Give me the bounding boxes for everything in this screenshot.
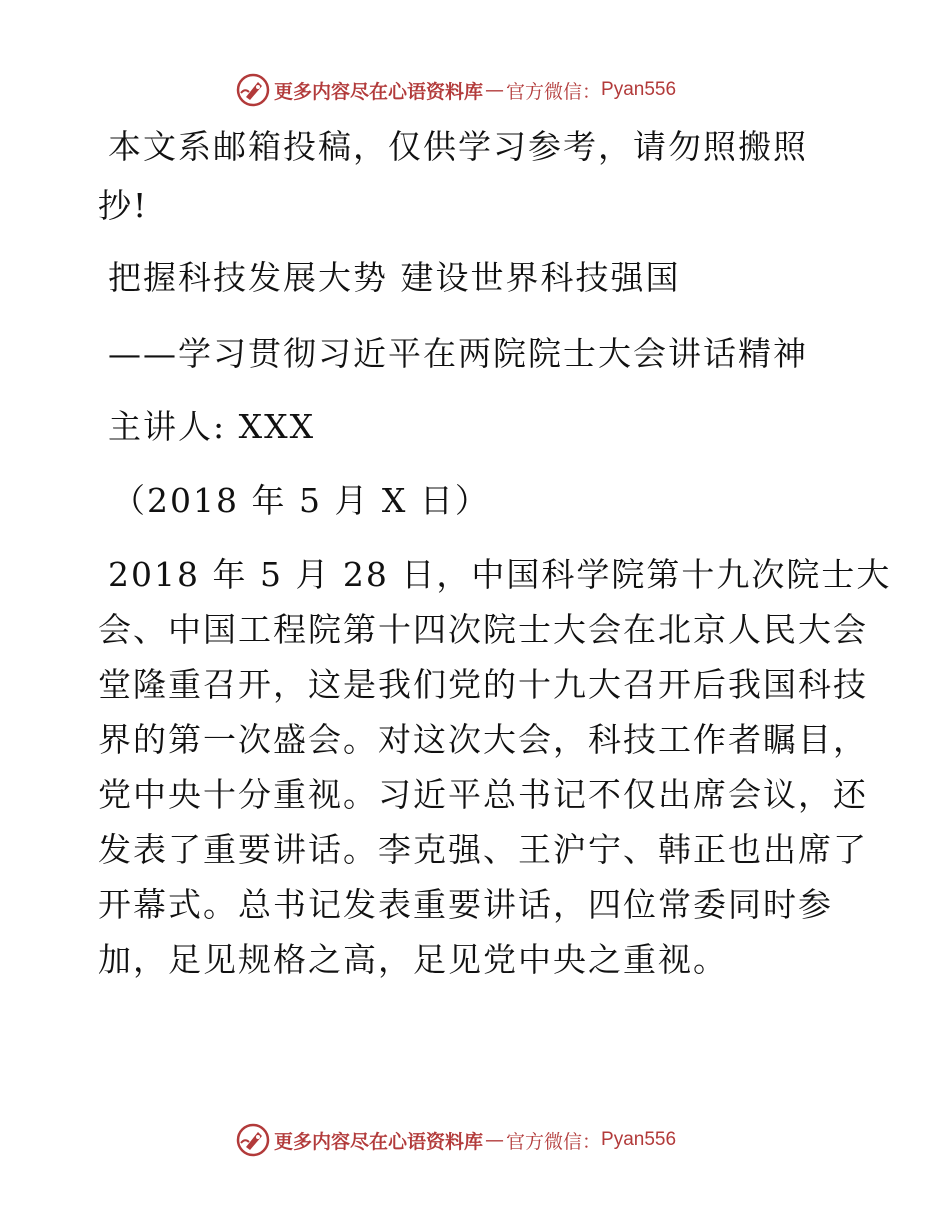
- header-watermark-banner: [236, 72, 676, 108]
- banner-wechat-label: 官方微信：: [506, 80, 602, 103]
- body-line: 党中央十分重视。习近平总书记不仅出席会议，还: [98, 775, 868, 814]
- document-title: 把握科技发展大势 建设世界科技强国: [108, 258, 681, 297]
- body-line: 界的第一次盛会。对这次大会，科技工作者瞩目，: [98, 720, 868, 759]
- banner-wechat-id: Pyan556: [601, 79, 677, 100]
- footer-watermark-banner: [236, 1122, 676, 1158]
- banner-wechat-id: Pyan556: [601, 1129, 677, 1150]
- document-subtitle: ——学习贯彻习近平在两院院士大会讲话精神: [108, 334, 808, 373]
- date-line: （2018 年 5 月 X 日）: [112, 481, 490, 520]
- speaker-line: 主讲人: XXX: [108, 407, 316, 446]
- banner-label: 更多内容尽在心语资料库: [274, 80, 484, 103]
- body-line: 2018 年 5 月 28 日，中国科学院第十九次院士大: [108, 555, 892, 594]
- pen-nib-logo-icon: [236, 1123, 270, 1157]
- body-line: 发表了重要讲话。李克强、王沪宁、韩正也出席了: [98, 830, 868, 869]
- body-line: 开幕式。总书记发表重要讲话，四位常委同时参: [98, 885, 833, 924]
- banner-dash: —: [485, 1129, 505, 1151]
- body-line: 加，足见规格之高，足见党中央之重视。: [98, 940, 728, 979]
- banner-wechat-label: 官方微信：: [506, 1130, 602, 1153]
- body-line: 会、中国工程院第十四次院士大会在北京人民大会: [98, 610, 868, 649]
- notice-line-2: 抄!: [98, 186, 149, 225]
- pen-nib-logo-icon: [236, 73, 270, 107]
- banner-label: 更多内容尽在心语资料库: [274, 1130, 484, 1153]
- banner-dash: —: [485, 79, 505, 101]
- body-line: 堂隆重召开，这是我们党的十九大召开后我国科技: [98, 665, 868, 704]
- notice-line-1: 本文系邮箱投稿，仅供学习参考，请勿照搬照: [108, 127, 808, 166]
